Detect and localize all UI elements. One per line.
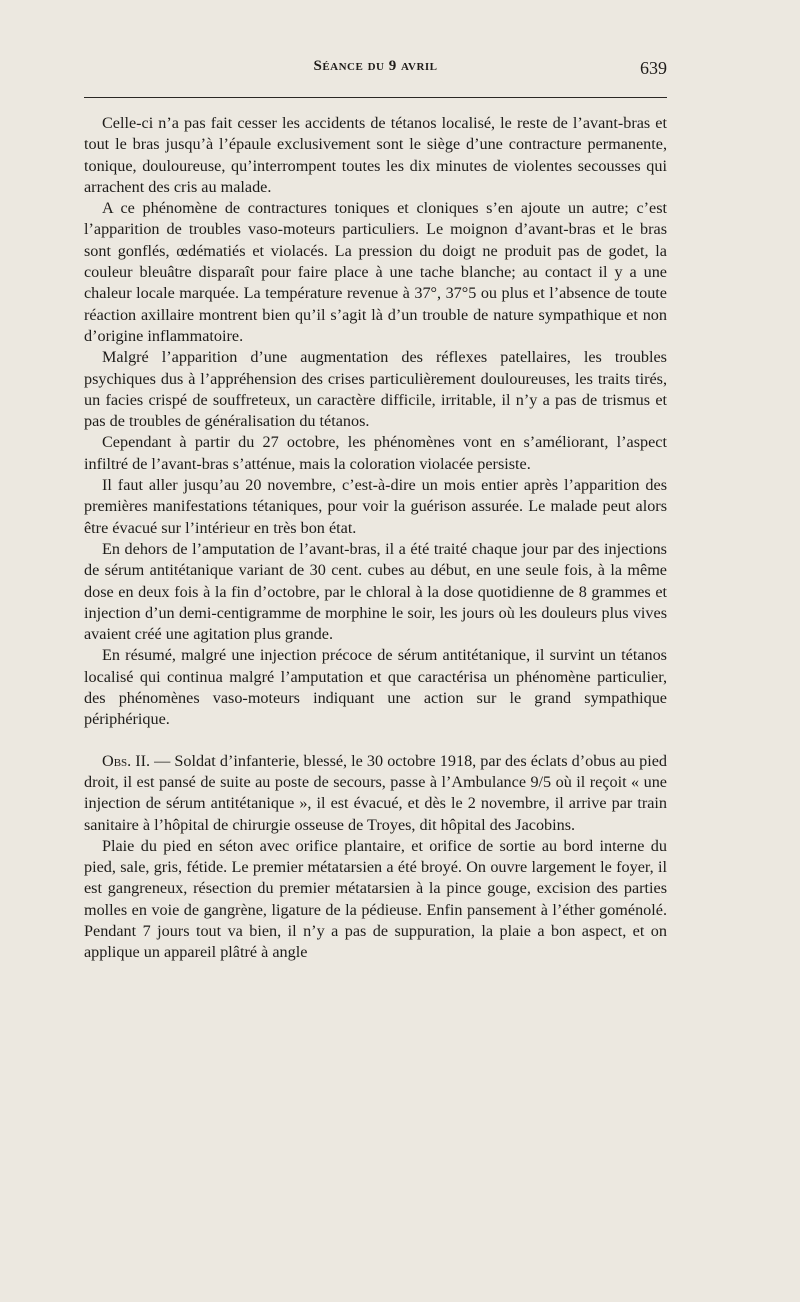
observation-paragraph (84, 751, 667, 836)
running-title: Séance du 9 avril (313, 58, 438, 74)
paragraph: Cependant à partir du 27 octobre, les phénomènes vont en s’améliorant, l’aspect infiltré de l’avant-bras s’atténue, mais la coloration violacée persiste. (84, 433, 667, 473)
observation-label: Obs. II. (102, 751, 151, 770)
paragraph: A ce phénomène de contractures toniques et cloniques s’en ajoute un autre; c’est l’apparition de troubles vaso-moteurs particuliers. Le moignon d’avant-bras et le bras sont gonflés, œdématiés et violacés. La pression du doigt ne produit pas de godet, la couleur bleuâtre disparaît pour faire place à une tache blanche; au contact il y a une chaleur locale marquée. La température revenue à 37°, 37°5 ou plus et l’absence de toute réaction axillaire montrent bien qu’il s’agit là d’un trouble de nature sympathique et non d’origine inflammatoire. (84, 199, 667, 345)
paragraph: En résumé, malgré une injection précoce de sérum antitétanique, il survint un tétanos localisé qui continua malgré l’amputation et que caractérisa un phénomène particulier, des phénomènes vaso-moteurs indiquant une action sur le grand sympathique périphérique. (84, 646, 667, 729)
observation-intro: — Soldat d’infanterie, blessé, le 30 octobre 1918, par des éclats d’obus au pied droit, il est pansé de suite au poste de secours, passe à l’Ambulance 9/5 où il reçoit « une injection de sérum antitétanique », il est évacué, et dès le 2 novembre, il arrive par train sanitaire à l’hôpital de chirurgie osseuse de Troyes, dit hôpital des Jacobins. (84, 751, 667, 834)
body-text (84, 113, 667, 964)
section-gap (84, 731, 667, 751)
header-rule (84, 97, 667, 98)
paragraph: Il faut aller jusqu’au 20 novembre, c’est-à-dire un mois entier après l’apparition des premières manifestations tétaniques, pour voir la guérison assurée. Le malade peut alors être évacué sur l’intérieur en très bon état. (84, 476, 667, 537)
running-header (84, 58, 667, 88)
paragraph: Celle-ci n’a pas fait cesser les accidents de tétanos localisé, le reste de l’avant-bras et tout le bras jusqu’à l’épaule exclusivement sont le siège d’une contracture permanente, tonique, douloureuse, qu’interrompent toutes les dix minutes de violentes secousses qui arrachent des cris au malade. (84, 114, 667, 196)
paragraph: Plaie du pied en séton avec orifice plantaire, et orifice de sortie au bord interne du pied, sale, gris, fétide. Le premier métatarsien a été broyé. On ouvre largement le foyer, il est gangreneux, résection du premier métatarsien à la pince gouge, excision des parties molles en voie de gangrène, ligature de la pédieuse. Enfin pansement à l’éther goménolé. Pendant 7 jours tout va bien, il n’y a pas de suppuration, la plaie a bon aspect, et on applique un appareil plâtré à angle (84, 836, 667, 962)
page-number: 639 (640, 58, 667, 78)
paragraph: Malgré l’apparition d’une augmentation des réflexes patellaires, les troubles psychiques dus à l’appréhension des crises particulièrement douloureuses, les traits tirés, un facies crispé de souffreteux, un caractère difficile, irritable, il n’y a pas de trismus et pas de troubles de généralisation du tétanos. (84, 348, 667, 431)
paragraph: En dehors de l’amputation de l’avant-bras, il a été traité chaque jour par des injections de sérum antitétanique variant de 30 cent. cubes au début, en une seule fois, à la même dose en deux fois à la fin d’octobre, par le chloral à la dose quotidienne de 8 grammes et injection d’un demi-centigramme de morphine le soir, les jours où les douleurs plus vives avaient créé une agitation plus grande. (84, 539, 667, 644)
